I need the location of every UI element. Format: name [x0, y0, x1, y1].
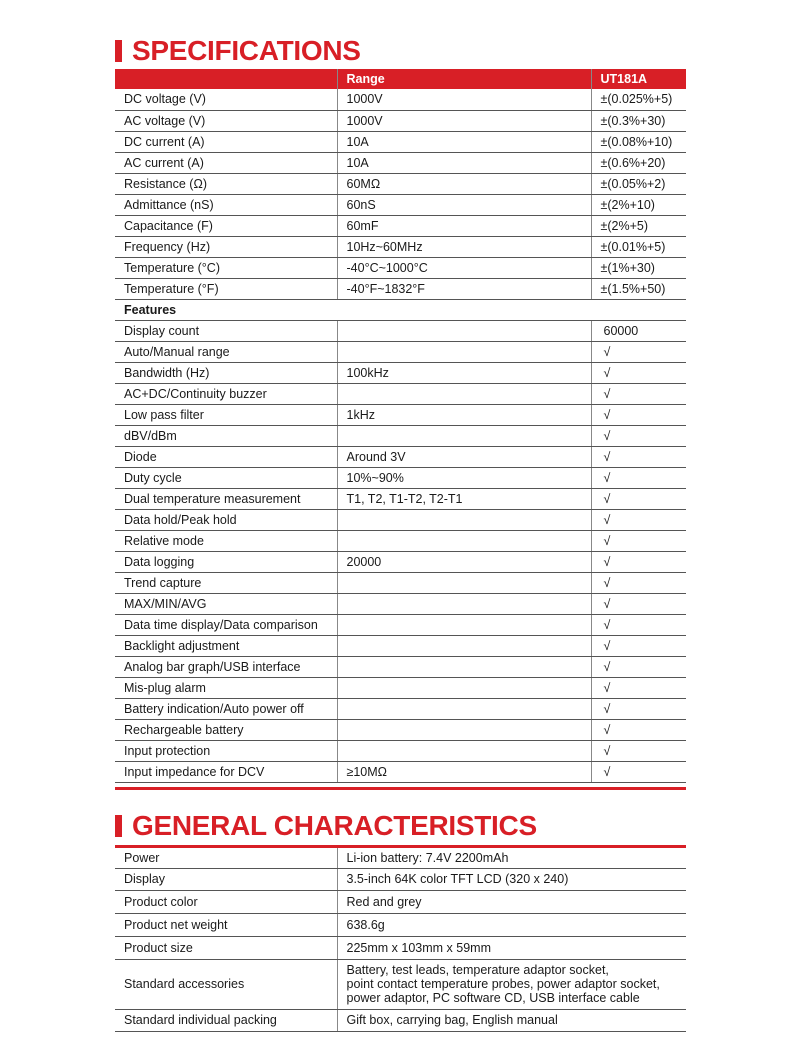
- general-row-accessories: [115, 959, 686, 1009]
- feature-row: [115, 635, 686, 656]
- features-header-row: [115, 299, 686, 320]
- spec-param: AC voltage (V): [115, 110, 337, 131]
- general-label: Standard accessories: [115, 959, 337, 1009]
- feature-param: Input protection: [115, 740, 337, 761]
- feature-range: 100kHz: [337, 362, 591, 383]
- feature-value: √: [591, 488, 686, 509]
- feature-value: √: [591, 509, 686, 530]
- general-table: [115, 848, 686, 1032]
- general-label: Product size: [115, 936, 337, 959]
- spec-range: 10A: [337, 131, 591, 152]
- feature-range: T1, T2, T1-T2, T2-T1: [337, 488, 591, 509]
- feature-range: 20000: [337, 551, 591, 572]
- feature-row: [115, 551, 686, 572]
- feature-param: Dual temperature measurement: [115, 488, 337, 509]
- specifications-heading: [115, 37, 361, 65]
- spec-header-param: [115, 69, 337, 89]
- spec-param: Temperature (°C): [115, 257, 337, 278]
- feature-param: MAX/MIN/AVG: [115, 593, 337, 614]
- feature-range: [337, 341, 591, 362]
- feature-param: Mis-plug alarm: [115, 677, 337, 698]
- general-label: Product net weight: [115, 913, 337, 936]
- feature-param: Duty cycle: [115, 467, 337, 488]
- spec-range: 10Hz~60MHz: [337, 236, 591, 257]
- feature-row: [115, 572, 686, 593]
- feature-value: √: [591, 614, 686, 635]
- general-label: Product color: [115, 890, 337, 913]
- spec-range: 60mF: [337, 215, 591, 236]
- feature-range: [337, 719, 591, 740]
- feature-param: Diode: [115, 446, 337, 467]
- feature-range: [337, 425, 591, 446]
- spec-header-model: UT181A: [591, 69, 686, 89]
- feature-range: [337, 656, 591, 677]
- features-label: Features: [115, 299, 337, 320]
- spec-value: ±(2%+5): [591, 215, 686, 236]
- spec-param: AC current (A): [115, 152, 337, 173]
- accessories-line: power adaptor, PC software CD, USB interface cable: [346, 991, 640, 1005]
- feature-row: [115, 677, 686, 698]
- spec-value: ±(0.3%+30): [591, 110, 686, 131]
- spec-param: DC current (A): [115, 131, 337, 152]
- general-value: Li-ion battery: 7.4V 2200mAh: [337, 848, 686, 868]
- spec-value: ±(0.01%+5): [591, 236, 686, 257]
- spec-range: 1000V: [337, 110, 591, 131]
- feature-param: Rechargeable battery: [115, 719, 337, 740]
- feature-param: Data logging: [115, 551, 337, 572]
- feature-param: Low pass filter: [115, 404, 337, 425]
- spec-row: [115, 236, 686, 257]
- feature-range: ≥10MΩ: [337, 761, 591, 782]
- general-row-weight: [115, 913, 686, 936]
- feature-value: √: [591, 572, 686, 593]
- spec-range: 10A: [337, 152, 591, 173]
- feature-row: [115, 446, 686, 467]
- general-row-packing: [115, 1009, 686, 1031]
- spec-param: Resistance (Ω): [115, 173, 337, 194]
- general-value: [337, 959, 686, 1009]
- feature-range: [337, 383, 591, 404]
- feature-param: Relative mode: [115, 530, 337, 551]
- section-divider: [115, 787, 686, 790]
- spec-range: 60MΩ: [337, 173, 591, 194]
- feature-row: [115, 740, 686, 761]
- general-label: Display: [115, 868, 337, 890]
- spec-param: Frequency (Hz): [115, 236, 337, 257]
- feature-value: √: [591, 404, 686, 425]
- feature-range: [337, 677, 591, 698]
- feature-value: √: [591, 425, 686, 446]
- features-empty-cell: [591, 299, 686, 320]
- general-label: Standard individual packing: [115, 1009, 337, 1031]
- feature-value: 60000: [591, 320, 686, 341]
- spec-value: ±(2%+10): [591, 194, 686, 215]
- spec-row: [115, 257, 686, 278]
- spec-row: [115, 215, 686, 236]
- feature-row: [115, 488, 686, 509]
- feature-range: [337, 509, 591, 530]
- feature-row: [115, 719, 686, 740]
- spec-value: ±(0.025%+5): [591, 89, 686, 110]
- spec-param: DC voltage (V): [115, 89, 337, 110]
- feature-value: √: [591, 635, 686, 656]
- general-value: Gift box, carrying bag, English manual: [337, 1009, 686, 1031]
- spec-value: ±(0.05%+2): [591, 173, 686, 194]
- specifications-table: [115, 69, 686, 783]
- feature-value: √: [591, 740, 686, 761]
- spec-row: [115, 152, 686, 173]
- spec-value: ±(1%+30): [591, 257, 686, 278]
- feature-range: [337, 530, 591, 551]
- feature-row: [115, 593, 686, 614]
- spec-range: 1000V: [337, 89, 591, 110]
- feature-value: √: [591, 446, 686, 467]
- feature-param: Data hold/Peak hold: [115, 509, 337, 530]
- feature-param: Input impedance for DCV: [115, 761, 337, 782]
- feature-param: Battery indication/Auto power off: [115, 698, 337, 719]
- general-label: Power: [115, 848, 337, 868]
- general-value: 3.5-inch 64K color TFT LCD (320 x 240): [337, 868, 686, 890]
- feature-row: [115, 530, 686, 551]
- spec-param: Admittance (nS): [115, 194, 337, 215]
- accessories-line: Battery, test leads, temperature adaptor socket,: [346, 963, 609, 977]
- heading-marker: [115, 815, 122, 837]
- features-empty-cell: [337, 299, 591, 320]
- feature-value: √: [591, 341, 686, 362]
- feature-param: AC+DC/Continuity buzzer: [115, 383, 337, 404]
- feature-param: Display count: [115, 320, 337, 341]
- spec-value: ±(1.5%+50): [591, 278, 686, 299]
- spec-header-row: [115, 69, 686, 89]
- feature-value: √: [591, 761, 686, 782]
- feature-range: [337, 614, 591, 635]
- feature-row: [115, 362, 686, 383]
- feature-row: [115, 656, 686, 677]
- feature-param: Analog bar graph/USB interface: [115, 656, 337, 677]
- feature-range: 1kHz: [337, 404, 591, 425]
- feature-row: [115, 425, 686, 446]
- general-value: Red and grey: [337, 890, 686, 913]
- spec-range: 60nS: [337, 194, 591, 215]
- feature-param: Backlight adjustment: [115, 635, 337, 656]
- feature-row: [115, 383, 686, 404]
- feature-range: [337, 740, 591, 761]
- accessories-line: point contact temperature probes, power adaptor socket,: [346, 977, 660, 991]
- feature-value: √: [591, 677, 686, 698]
- general-row-size: [115, 936, 686, 959]
- feature-row: [115, 614, 686, 635]
- feature-param: Bandwidth (Hz): [115, 362, 337, 383]
- spec-param: Temperature (°F): [115, 278, 337, 299]
- feature-value: √: [591, 656, 686, 677]
- feature-value: √: [591, 530, 686, 551]
- general-row-color: [115, 890, 686, 913]
- spec-value: ±(0.6%+20): [591, 152, 686, 173]
- feature-value: √: [591, 593, 686, 614]
- feature-value: √: [591, 383, 686, 404]
- feature-param: Trend capture: [115, 572, 337, 593]
- spec-row: [115, 173, 686, 194]
- feature-value: √: [591, 698, 686, 719]
- general-heading: [115, 812, 537, 840]
- feature-value: √: [591, 467, 686, 488]
- general-value: 638.6g: [337, 913, 686, 936]
- feature-row: [115, 509, 686, 530]
- specifications-title: SPECIFICATIONS: [132, 35, 361, 66]
- feature-param: Auto/Manual range: [115, 341, 337, 362]
- feature-value: √: [591, 551, 686, 572]
- spec-header-range: Range: [337, 69, 591, 89]
- feature-row: [115, 761, 686, 782]
- feature-row: [115, 320, 686, 341]
- spec-row: [115, 131, 686, 152]
- general-row-power: [115, 848, 686, 868]
- spec-row: [115, 194, 686, 215]
- feature-range: [337, 593, 591, 614]
- general-title: GENERAL CHARACTERISTICS: [132, 810, 537, 841]
- feature-row: [115, 698, 686, 719]
- feature-value: √: [591, 719, 686, 740]
- feature-row: [115, 467, 686, 488]
- feature-value: √: [591, 362, 686, 383]
- heading-marker: [115, 40, 122, 62]
- spec-row: [115, 89, 686, 110]
- spec-value: ±(0.08%+10): [591, 131, 686, 152]
- spec-range: -40°F~1832°F: [337, 278, 591, 299]
- feature-row: [115, 404, 686, 425]
- spec-param: Capacitance (F): [115, 215, 337, 236]
- feature-range: 10%~90%: [337, 467, 591, 488]
- feature-range: Around 3V: [337, 446, 591, 467]
- general-row-display: [115, 868, 686, 890]
- feature-range: [337, 320, 591, 341]
- spec-range: -40°C~1000°C: [337, 257, 591, 278]
- general-value: 225mm x 103mm x 59mm: [337, 936, 686, 959]
- feature-range: [337, 572, 591, 593]
- feature-range: [337, 635, 591, 656]
- feature-range: [337, 698, 591, 719]
- feature-param: dBV/dBm: [115, 425, 337, 446]
- spec-row: [115, 278, 686, 299]
- spec-row: [115, 110, 686, 131]
- feature-param: Data time display/Data comparison: [115, 614, 337, 635]
- feature-row: [115, 341, 686, 362]
